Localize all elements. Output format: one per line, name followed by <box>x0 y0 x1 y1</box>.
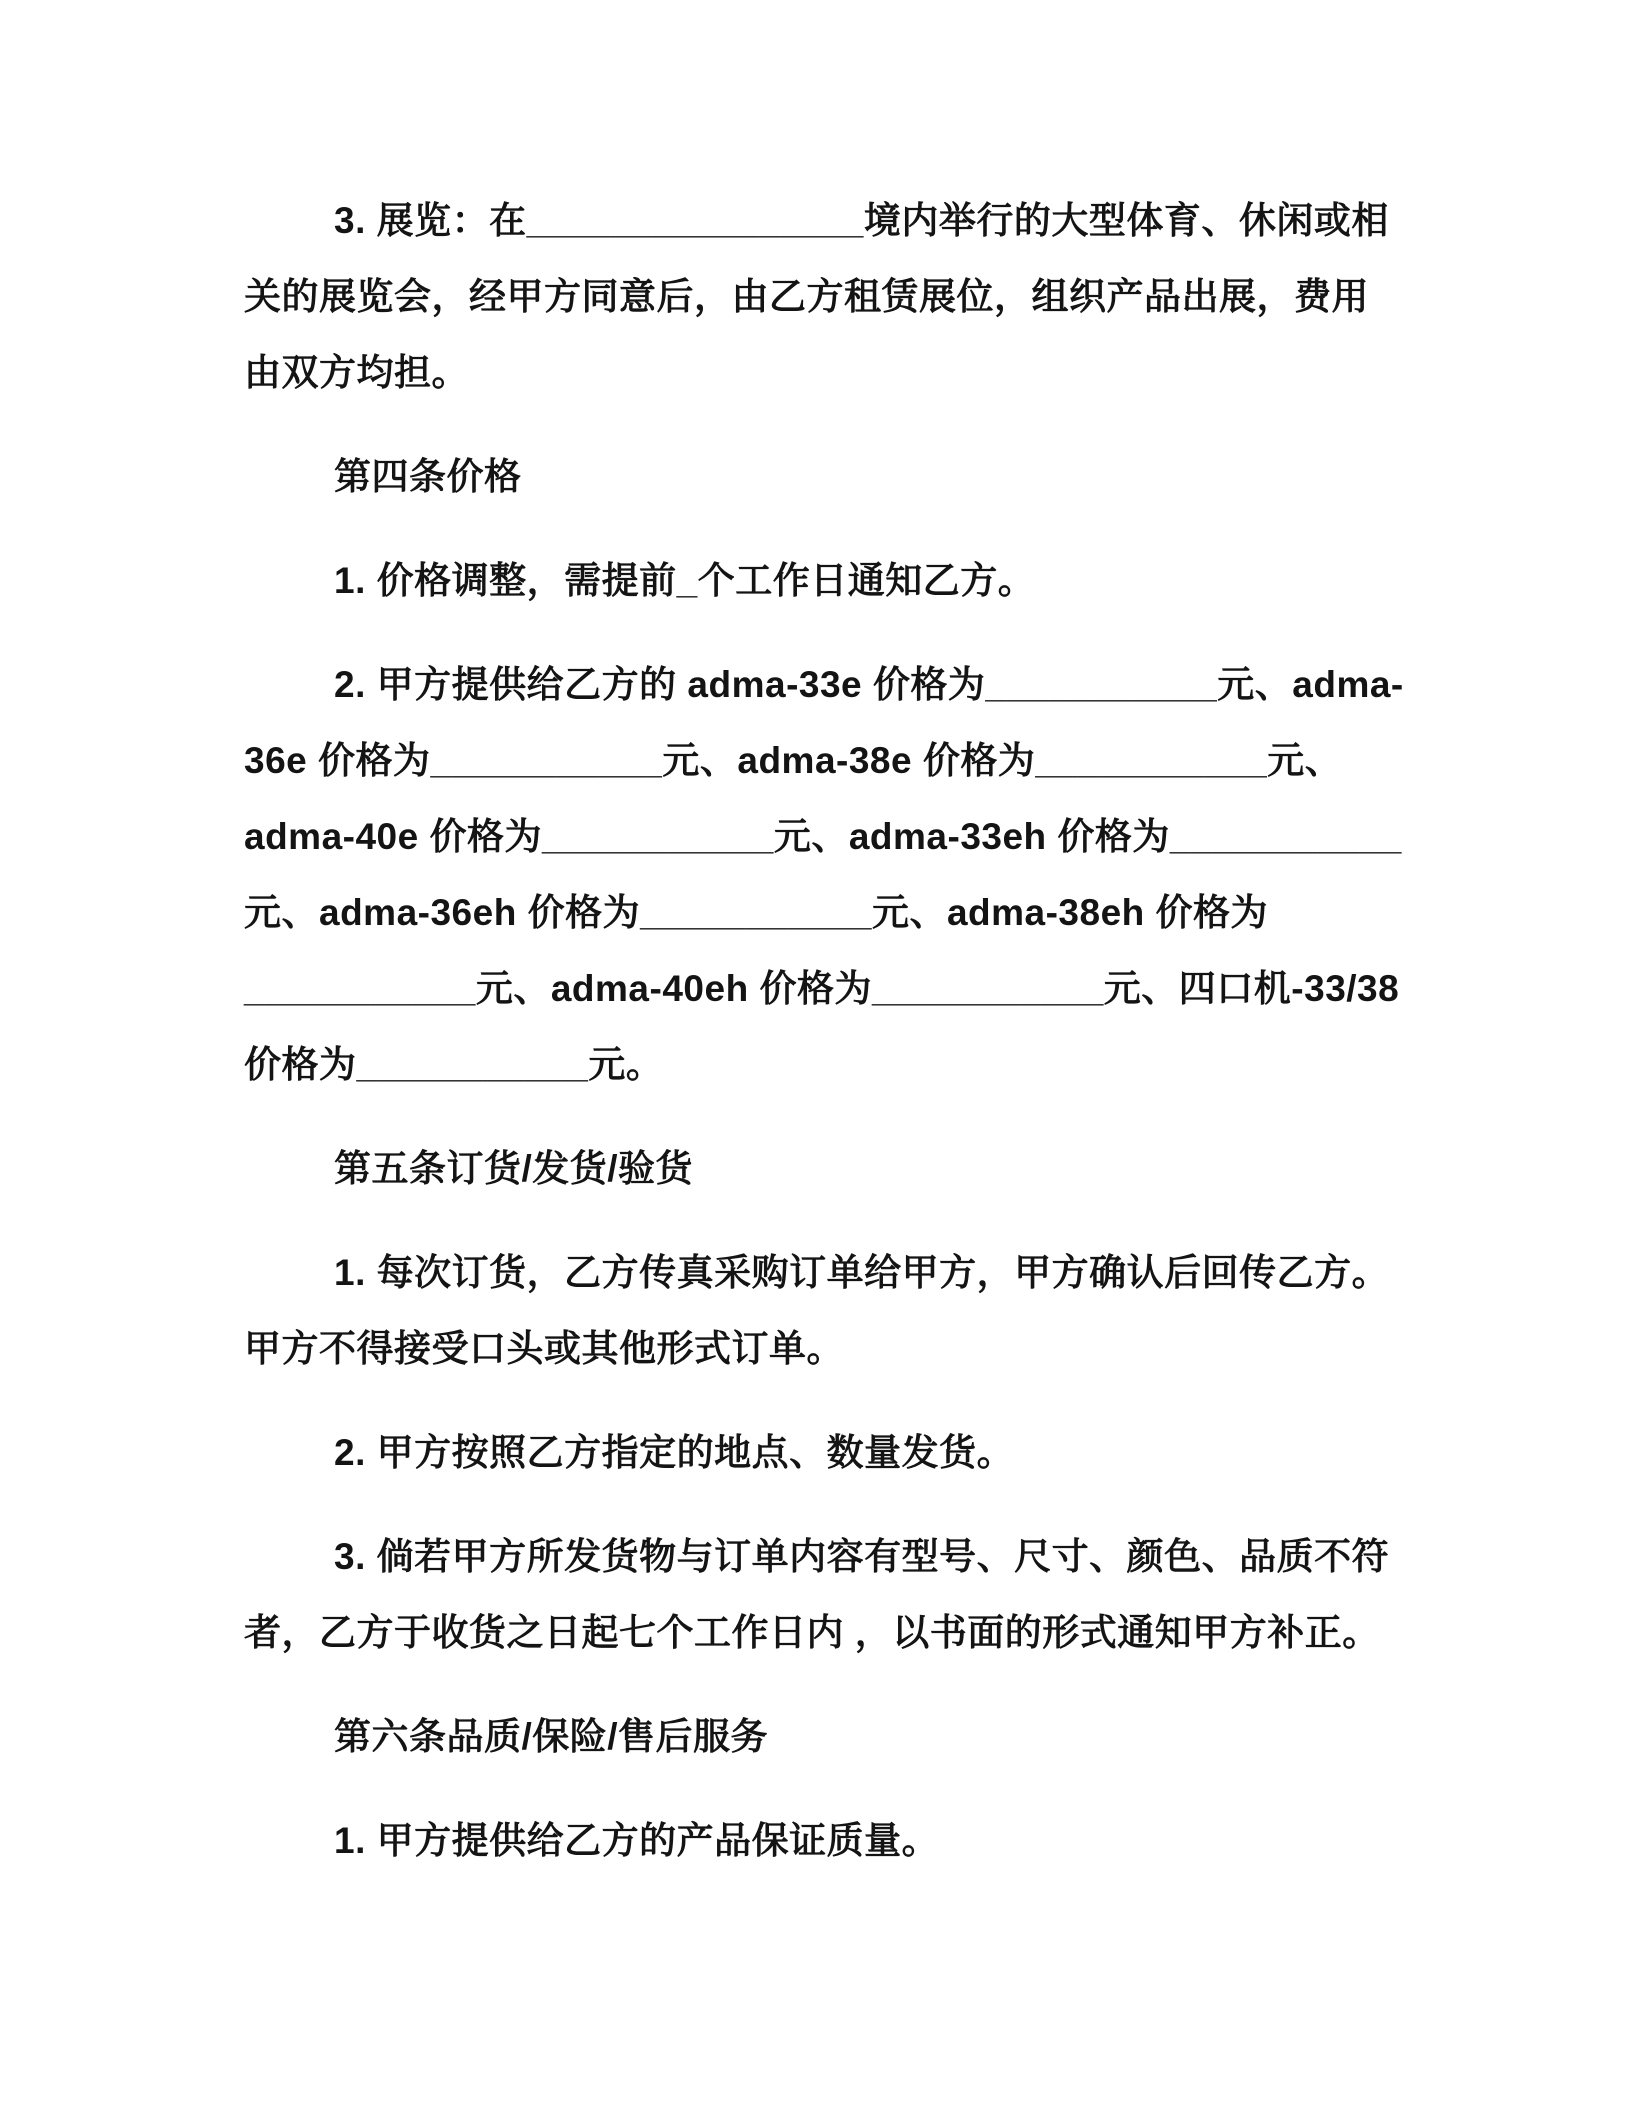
section-heading <box>244 1131 1414 1207</box>
text-line: 2. 甲方提供给乙方的 adma-33e 价格为___________元、adma- <box>334 664 1404 705</box>
document-page <box>244 183 1414 1907</box>
paragraph <box>244 647 1414 1103</box>
paragraph <box>244 1803 1414 1879</box>
text-line: 1. 每次订货，乙方传真采购订单给甲方，甲方确认后回传乙方。 <box>334 1252 1390 1293</box>
text-line: 36e 价格为___________元、adma-38e 价格为___________元、 <box>244 740 1343 781</box>
paragraph-list <box>244 183 1414 1879</box>
text-line: 3. 倘若甲方所发货物与订单内容有型号、尺寸、颜色、品质不符 <box>334 1536 1390 1577</box>
text-line: 1. 价格调整，需提前_个工作日通知乙方。 <box>334 560 1036 601</box>
heading-line: 第五条订货/发货/验货 <box>334 1148 694 1189</box>
heading-line: 第六条品质/保险/售后服务 <box>334 1716 769 1757</box>
paragraph <box>244 1235 1414 1387</box>
text-line: 1. 甲方提供给乙方的产品保证质量。 <box>334 1820 940 1861</box>
text-line: 由双方均担。 <box>244 352 469 393</box>
paragraph <box>244 1415 1414 1491</box>
section-heading <box>244 439 1414 515</box>
text-line: 者，乙方于收货之日起七个工作日内 ，以书面的形式通知甲方补正。 <box>244 1612 1380 1653</box>
text-line: ___________元、adma-40eh 价格为___________元、四口机-33/38 <box>244 968 1400 1009</box>
text-line: 元、adma-36eh 价格为___________元、adma-38eh 价格为 <box>244 892 1269 933</box>
paragraph <box>244 1519 1414 1671</box>
text-line: 关的展览会，经甲方同意后，由乙方租赁展位，组织产品出展，费用 <box>244 276 1369 317</box>
text-line: 甲方不得接受口头或其他形式订单。 <box>244 1328 844 1369</box>
paragraph <box>244 183 1414 411</box>
paragraph <box>244 543 1414 619</box>
text-line: adma-40e 价格为___________元、adma-33eh 价格为___________ <box>244 816 1402 857</box>
section-heading <box>244 1699 1414 1775</box>
text-line: 3. 展览：在________________境内举行的大型体育、休闲或相 <box>334 200 1389 241</box>
heading-line: 第四条价格 <box>334 456 522 497</box>
text-line: 价格为___________元。 <box>244 1044 664 1085</box>
text-line: 2. 甲方按照乙方指定的地点、数量发货。 <box>334 1432 1015 1473</box>
